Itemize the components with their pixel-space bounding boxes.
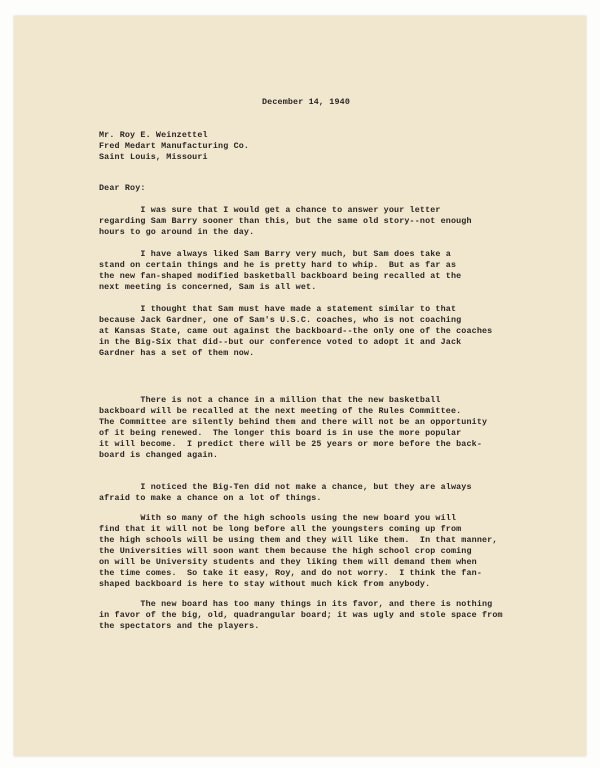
line: I noticed the Big-Ten did not make a chance, but they are always	[99, 482, 472, 492]
paragraph-1	[99, 205, 472, 238]
line: because Jack Gardner, one of Sam's U.S.C. coaches, who is not coaching	[99, 315, 462, 325]
salutation: Dear Roy:	[99, 183, 146, 193]
line: on will be University students and they liking them will demand them when	[99, 557, 477, 567]
line: There is not a chance in a million that the new basketball	[99, 395, 441, 405]
line: in the Big-Six that did--but our conference voted to adopt it and Jack	[99, 337, 462, 347]
line: With so many of the high schools using the new board you will	[99, 513, 457, 523]
line: find that it will not be long before all the youngsters coming up from	[99, 524, 462, 534]
line: I thought that Sam must have made a statement similar to that	[99, 304, 457, 314]
line: at Kansas State, came out against the backboard--the only one of the coaches	[99, 326, 493, 336]
recipient-company: Fred Medart Manufacturing Co.	[99, 141, 250, 151]
line: the high schools will be using them and they will like them. In that manner,	[99, 535, 498, 545]
line: hours to go around in the day.	[99, 227, 255, 237]
paragraph-4	[99, 395, 487, 461]
line: in favor of the big, old, quadrangular board; it was ugly and stole space from	[99, 610, 503, 620]
line: stand on certain things and he is pretty hard to whip. But as far as	[99, 260, 457, 270]
line: next meeting is concerned, Sam is all wet.	[99, 282, 317, 292]
paragraph-3	[99, 304, 492, 359]
line: afraid to make a chance on a lot of things.	[99, 493, 322, 503]
line: backboard will be recalled at the next meeting of the Rules Committee.	[99, 406, 462, 416]
recipient-city: Saint Louis, Missouri	[99, 152, 208, 162]
paragraph-7	[99, 599, 503, 632]
paragraph-6	[99, 513, 498, 590]
line: the Universities will soon want them because the high school crop coming	[99, 546, 472, 556]
line: regarding Sam Barry sooner than this, but the same old story--not enough	[99, 216, 472, 226]
line: The Committee are silently behind them and there will not be an opportunity	[99, 417, 488, 427]
recipient-address	[99, 130, 249, 163]
line: of it being renewed. The longer this board is in use the more popular	[99, 428, 462, 438]
paragraph-5	[99, 482, 472, 504]
recipient-name: Mr. Roy E. Weinzettel	[99, 130, 208, 140]
letter-page	[14, 16, 586, 756]
line: the new fan-shaped modified basketball backboard being recalled at the	[99, 271, 462, 281]
line: the time comes. So take it easy, Roy, and do not worry. I think the fan-	[99, 568, 483, 578]
line: board is changed again.	[99, 450, 219, 460]
line: Gardner has a set of them now.	[99, 348, 255, 358]
paragraph-2	[99, 249, 461, 293]
line: it will become. I predict there will be 25 years or more before the back-	[99, 439, 483, 449]
line: the spectators and the players.	[99, 621, 260, 631]
line: The new board has too many things in its favor, and there is nothing	[99, 599, 493, 609]
line: I have always liked Sam Barry very much, but Sam does take a	[99, 249, 451, 259]
line: shaped backboard is here to stay without much kick from anybody.	[99, 579, 431, 589]
letter-date: December 14, 1940	[262, 97, 350, 107]
line: I was sure that I would get a chance to answer your letter	[99, 205, 441, 215]
